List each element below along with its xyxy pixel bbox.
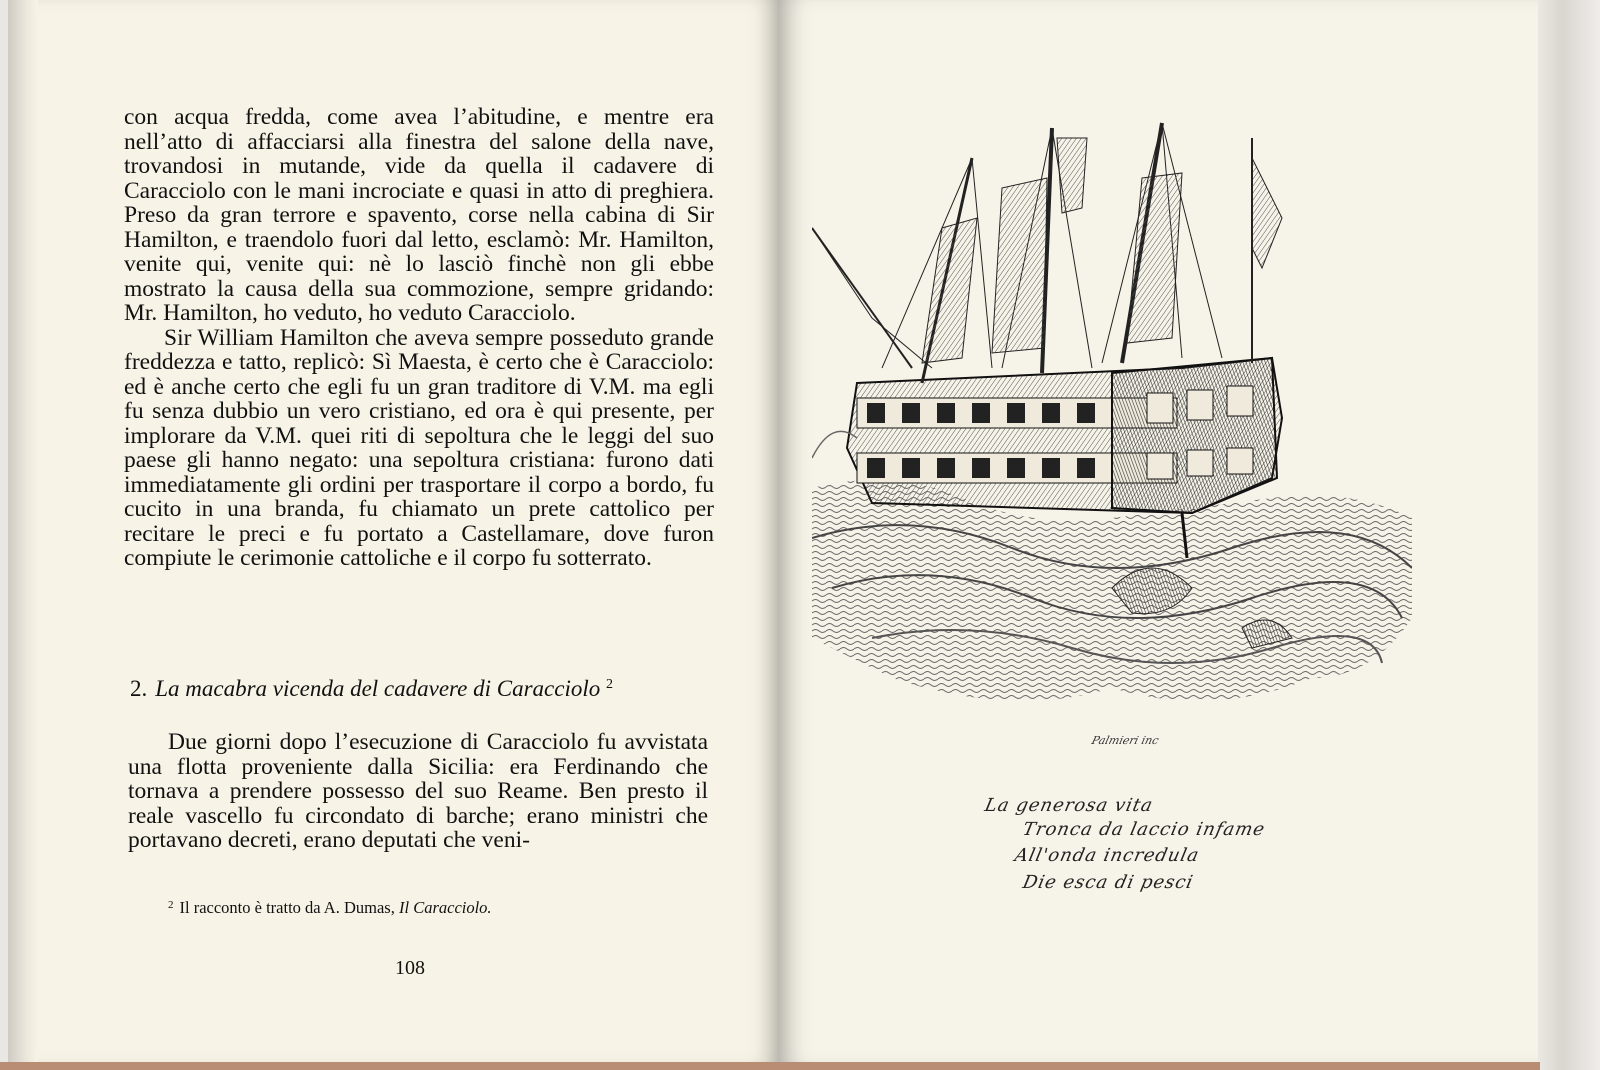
footnote-mark: 2 — [168, 899, 174, 911]
caption-line-3: All'onda incredula — [1012, 845, 1202, 866]
body-text-top — [124, 105, 714, 571]
caption-line-1: La generosa vita — [982, 795, 1156, 816]
footnote-text: Il racconto è tratto da A. Dumas, — [179, 898, 395, 917]
ship-rigging — [812, 123, 1282, 383]
book-cover-edge — [0, 1062, 1540, 1070]
section-title: La macabra vicenda del cadavere di Caracciolo — [155, 676, 601, 701]
right-book-edge — [1538, 0, 1600, 1070]
handwritten-caption — [982, 795, 1268, 915]
section-number: 2. — [130, 676, 148, 701]
body-text-bottom — [128, 730, 708, 853]
caption-line-2: Tronca da laccio infame — [1020, 819, 1268, 840]
sea — [812, 480, 1412, 701]
paragraph-1: con acqua fredda, come avea l’abitudine, e mentre era nell’atto di affacciarsi alla finestra del salone della nave, trovandosi in mutande, vide da quella il cadavere di Caracciolo con le mani incrociate e quasi in atto di preghiera. Preso da gran terrore e spavento, corse nella cabina di Sir Hamilton, e traendolo fuori dal letto, esclamò: Mr. Hamilton, venite qui, venite qui: nè lo lasciò finchè non gli ebbe mostrato la causa della sua commozione, sempre gridando: Mr. Hamilton, ho veduto, ho veduto Caracciolo. — [124, 104, 714, 326]
footnote-title: Il Caracciolo. — [398, 898, 492, 917]
paragraph-3: Due giorni dopo l’esecuzione di Caracciolo fu avvistata una flotta proveniente dalla Sicilia: era Ferdinando che tornava a prendere possesso del suo Reame. Ben presto il reale vascello fu circondato di barche; erano ministri che portavano decreti, erano deputati che veni- — [128, 729, 708, 853]
engraving-signature: Palmieri inc — [1090, 734, 1161, 747]
ship-engraving — [812, 118, 1412, 778]
footnote — [168, 898, 492, 918]
caption-line-4: Die esca di pesci — [1020, 872, 1196, 893]
page-number: 108 — [395, 957, 425, 979]
left-page-edge — [8, 0, 38, 1064]
section-heading — [130, 676, 613, 702]
paragraph-2: Sir William Hamilton che aveva sempre posseduto grande freddezza e tatto, replicò: Sì Maesta, è certo che è Caracciolo: ed è anche certo che egli fu un gran traditore di V.M. ma egli fu senza dubbio un vero cristiano, ed ora è qui presente, per implorare da V.M. quei riti di sepoltura che le leggi del suo paese gli hanno negato: una sepoltura cristiana: furono dati immediatamente gli ordini per trasportare il corpo a bordo, fu cucito in una branda, fu chiamato un prete cattolico per recitare le preci e fu portato a Castellamare, dove furon compiute le cerimonie cattoliche e il corpo fu sotterrato. — [124, 324, 714, 571]
section-note-ref: 2 — [606, 677, 613, 692]
